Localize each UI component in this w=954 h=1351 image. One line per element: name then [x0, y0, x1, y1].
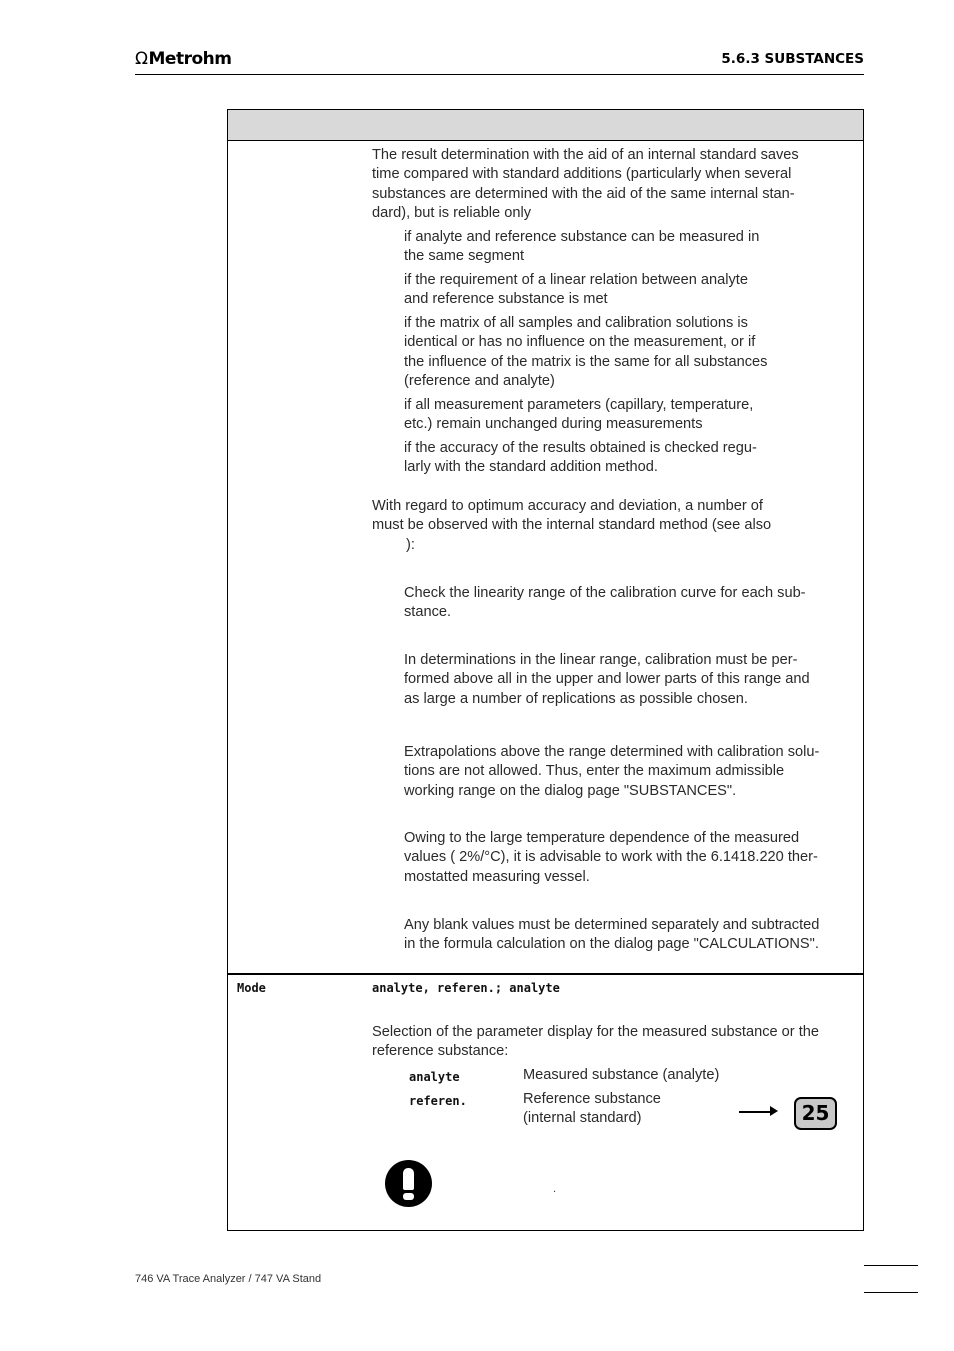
- intro-paragraph: [372, 146, 799, 224]
- section-divider: [228, 973, 863, 975]
- intro-line: time compared with standard additions (particularly when several: [372, 166, 792, 183]
- tip-paragraph: [404, 829, 818, 887]
- tip-line: as large a number of replications as possible chosen.: [404, 690, 748, 707]
- condition-line: larly with the standard addition method.: [404, 459, 658, 476]
- regard-line: With regard to optimum accuracy and deviation, a number of: [372, 498, 763, 514]
- option-desc-analyte: [523, 1066, 719, 1085]
- tip-paragraph: [404, 651, 810, 709]
- option-desc-line: Reference substance: [523, 1091, 661, 1107]
- option-key-analyte: analyte: [409, 1070, 460, 1084]
- tip-line: in the formula calculation on the dialog page "CALCULATIONS".: [404, 936, 819, 953]
- intro-line: The result determination with the aid of an internal standard saves: [372, 147, 799, 163]
- content-box-header: [228, 110, 863, 141]
- tip-line: Any blank values must be determined separately and subtracted: [404, 917, 820, 933]
- tip-line: Extrapolations above the range determined with calibration solu-: [404, 744, 820, 760]
- mode-label: Mode: [237, 981, 266, 995]
- arrow-head-icon: [770, 1106, 778, 1116]
- section-title: 5.6.3 SUBSTANCES: [721, 51, 864, 67]
- tip-line: In determinations in the linear range, calibration must be per-: [404, 652, 798, 668]
- arrow-right-icon: [739, 1111, 771, 1113]
- condition-item: [404, 396, 753, 435]
- tip-paragraph: [404, 916, 819, 955]
- condition-line: if analyte and reference substance can be measured in: [404, 229, 760, 245]
- omega-icon: Ω: [135, 49, 148, 69]
- condition-line: if the matrix of all samples and calibration solutions is: [404, 315, 748, 331]
- mode-description-line: reference substance:: [372, 1043, 509, 1060]
- intro-line: substances are determined with the aid of the same internal stan-: [372, 185, 795, 202]
- option-desc-referen: [523, 1090, 661, 1129]
- condition-line: if the requirement of a linear relation between analyte: [404, 272, 748, 288]
- header-rule: [135, 74, 864, 75]
- condition-item: [404, 271, 748, 310]
- tip-line: Check the linearity range of the calibration curve for each sub-: [404, 585, 806, 601]
- condition-line: (reference and analyte): [404, 373, 555, 390]
- footer-text: 746 VA Trace Analyzer / 747 VA Stand: [135, 1273, 322, 1285]
- tip-line: mostatted measuring vessel.: [404, 868, 590, 885]
- tip-paragraph: [404, 743, 819, 801]
- tip-line: stance.: [404, 604, 452, 621]
- intro-line: dard), but is reliable only: [372, 205, 531, 222]
- condition-line: identical or has no influence on the measurement, or if: [404, 334, 756, 351]
- condition-line: if the accuracy of the results obtained is checked regu-: [404, 440, 757, 456]
- condition-line: the influence of the matrix is the same for all substances: [404, 353, 768, 370]
- condition-item: [404, 439, 757, 478]
- regard-line: ):: [406, 536, 415, 553]
- mode-description: [372, 1023, 819, 1062]
- condition-line: the same segment: [404, 248, 525, 265]
- option-desc-line: Measured substance (analyte): [523, 1067, 720, 1083]
- condition-line: etc.) remain unchanged during measurements: [404, 416, 703, 433]
- logo-text: Metrohm: [148, 49, 232, 69]
- tip-line: formed above all in the upper and lower parts of this range and: [404, 671, 810, 688]
- option-key-referen: referen.: [409, 1094, 467, 1108]
- note-text: .: [553, 1183, 557, 1195]
- tip-paragraph: [404, 584, 806, 623]
- tip-line: tions are not allowed. Thus, enter the maximum admissible: [404, 763, 785, 780]
- metrohm-logo: [135, 49, 231, 69]
- tip-line: Owing to the large temperature dependence of the measured: [404, 830, 800, 846]
- condition-line: and reference substance is met: [404, 291, 608, 308]
- condition-item: [404, 314, 767, 392]
- condition-line: if all measurement parameters (capillary, temperature,: [404, 397, 754, 413]
- footer-rule-top: [864, 1265, 918, 1266]
- footer-rule-bottom: [864, 1292, 918, 1293]
- condition-item: [404, 228, 759, 267]
- tip-line: working range on the dialog page "SUBSTANCES".: [404, 782, 737, 799]
- key-25-button: 25: [794, 1097, 837, 1130]
- mode-description-line: Selection of the parameter display for the measured substance or the: [372, 1024, 819, 1040]
- regard-paragraph: [372, 497, 771, 555]
- regard-line: must be observed with the internal standard method (see also: [372, 517, 772, 534]
- mode-values: analyte, referen.; analyte: [372, 981, 560, 995]
- option-desc-line: (internal standard): [523, 1110, 642, 1127]
- tip-line: values ( 2%/°C), it is advisable to work with the 6.1418.220 ther-: [404, 849, 818, 866]
- exclamation-warning-icon: [385, 1160, 432, 1207]
